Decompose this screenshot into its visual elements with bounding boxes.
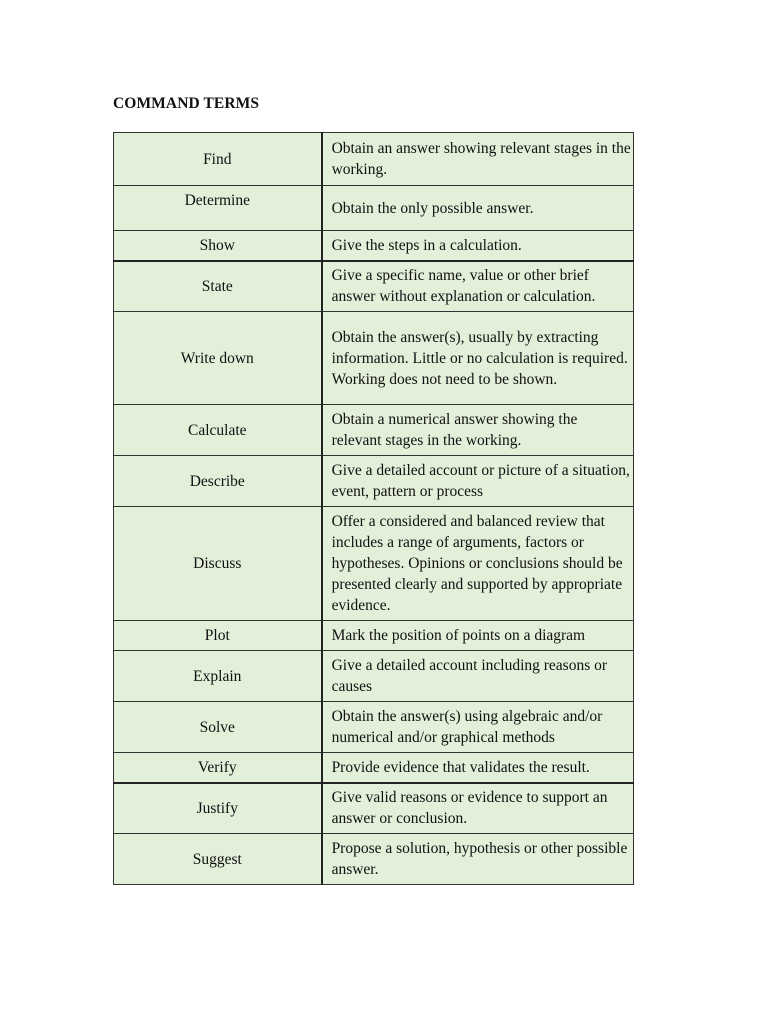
- term-cell: Verify: [114, 753, 322, 783]
- term-cell: Solve: [114, 702, 322, 753]
- table-row: [114, 261, 634, 312]
- table-row: [114, 651, 634, 702]
- table-row: [114, 834, 634, 885]
- definition-cell: Give a specific name, value or other brief answer without explanation or calculation.: [322, 261, 634, 312]
- definition-cell: Give valid reasons or evidence to support an answer or conclusion.: [322, 783, 634, 834]
- definition-cell: Obtain a numerical answer showing the relevant stages in the working.: [322, 405, 634, 456]
- table-row: [114, 231, 634, 261]
- table-row: [114, 456, 634, 507]
- definition-cell: Mark the position of points on a diagram: [322, 621, 634, 651]
- term-cell: Determine: [114, 186, 322, 231]
- term-cell: State: [114, 261, 322, 312]
- table-row: [114, 621, 634, 651]
- term-cell: Suggest: [114, 834, 322, 885]
- table-row: [114, 753, 634, 783]
- term-cell: Find: [114, 133, 322, 186]
- table-row: [114, 702, 634, 753]
- table-row: [114, 405, 634, 456]
- definition-cell: Give a detailed account or picture of a situation, event, pattern or process: [322, 456, 634, 507]
- table-row: [114, 312, 634, 405]
- definition-cell: Obtain the answer(s) using algebraic and/or numerical and/or graphical methods: [322, 702, 634, 753]
- term-cell: Plot: [114, 621, 322, 651]
- term-cell: Calculate: [114, 405, 322, 456]
- table-row: [114, 133, 634, 186]
- definition-cell: Provide evidence that validates the result.: [322, 753, 634, 783]
- term-cell: Justify: [114, 783, 322, 834]
- definition-cell: Propose a solution, hypothesis or other possible answer.: [322, 834, 634, 885]
- term-cell: Discuss: [114, 507, 322, 621]
- table-row: [114, 783, 634, 834]
- table-row: [114, 507, 634, 621]
- definition-cell: Give a detailed account including reasons or causes: [322, 651, 634, 702]
- command-terms-table: [113, 132, 634, 885]
- definition-cell: Obtain the only possible answer.: [322, 186, 634, 231]
- definition-cell: Obtain an answer showing relevant stages in the working.: [322, 133, 634, 186]
- term-cell: Describe: [114, 456, 322, 507]
- definition-cell: Obtain the answer(s), usually by extracting information. Little or no calculation is required. Working does not need to be shown.: [322, 312, 634, 405]
- term-cell: Write down: [114, 312, 322, 405]
- definition-cell: Give the steps in a calculation.: [322, 231, 634, 261]
- table-row: [114, 186, 634, 231]
- definition-cell: Offer a considered and balanced review that includes a range of arguments, factors or hypotheses. Opinions or conclusions should be presented clearly and supported by appropriate evidence.: [322, 507, 634, 621]
- term-cell: Show: [114, 231, 322, 261]
- term-cell: Explain: [114, 651, 322, 702]
- page-heading: COMMAND TERMS: [113, 95, 260, 112]
